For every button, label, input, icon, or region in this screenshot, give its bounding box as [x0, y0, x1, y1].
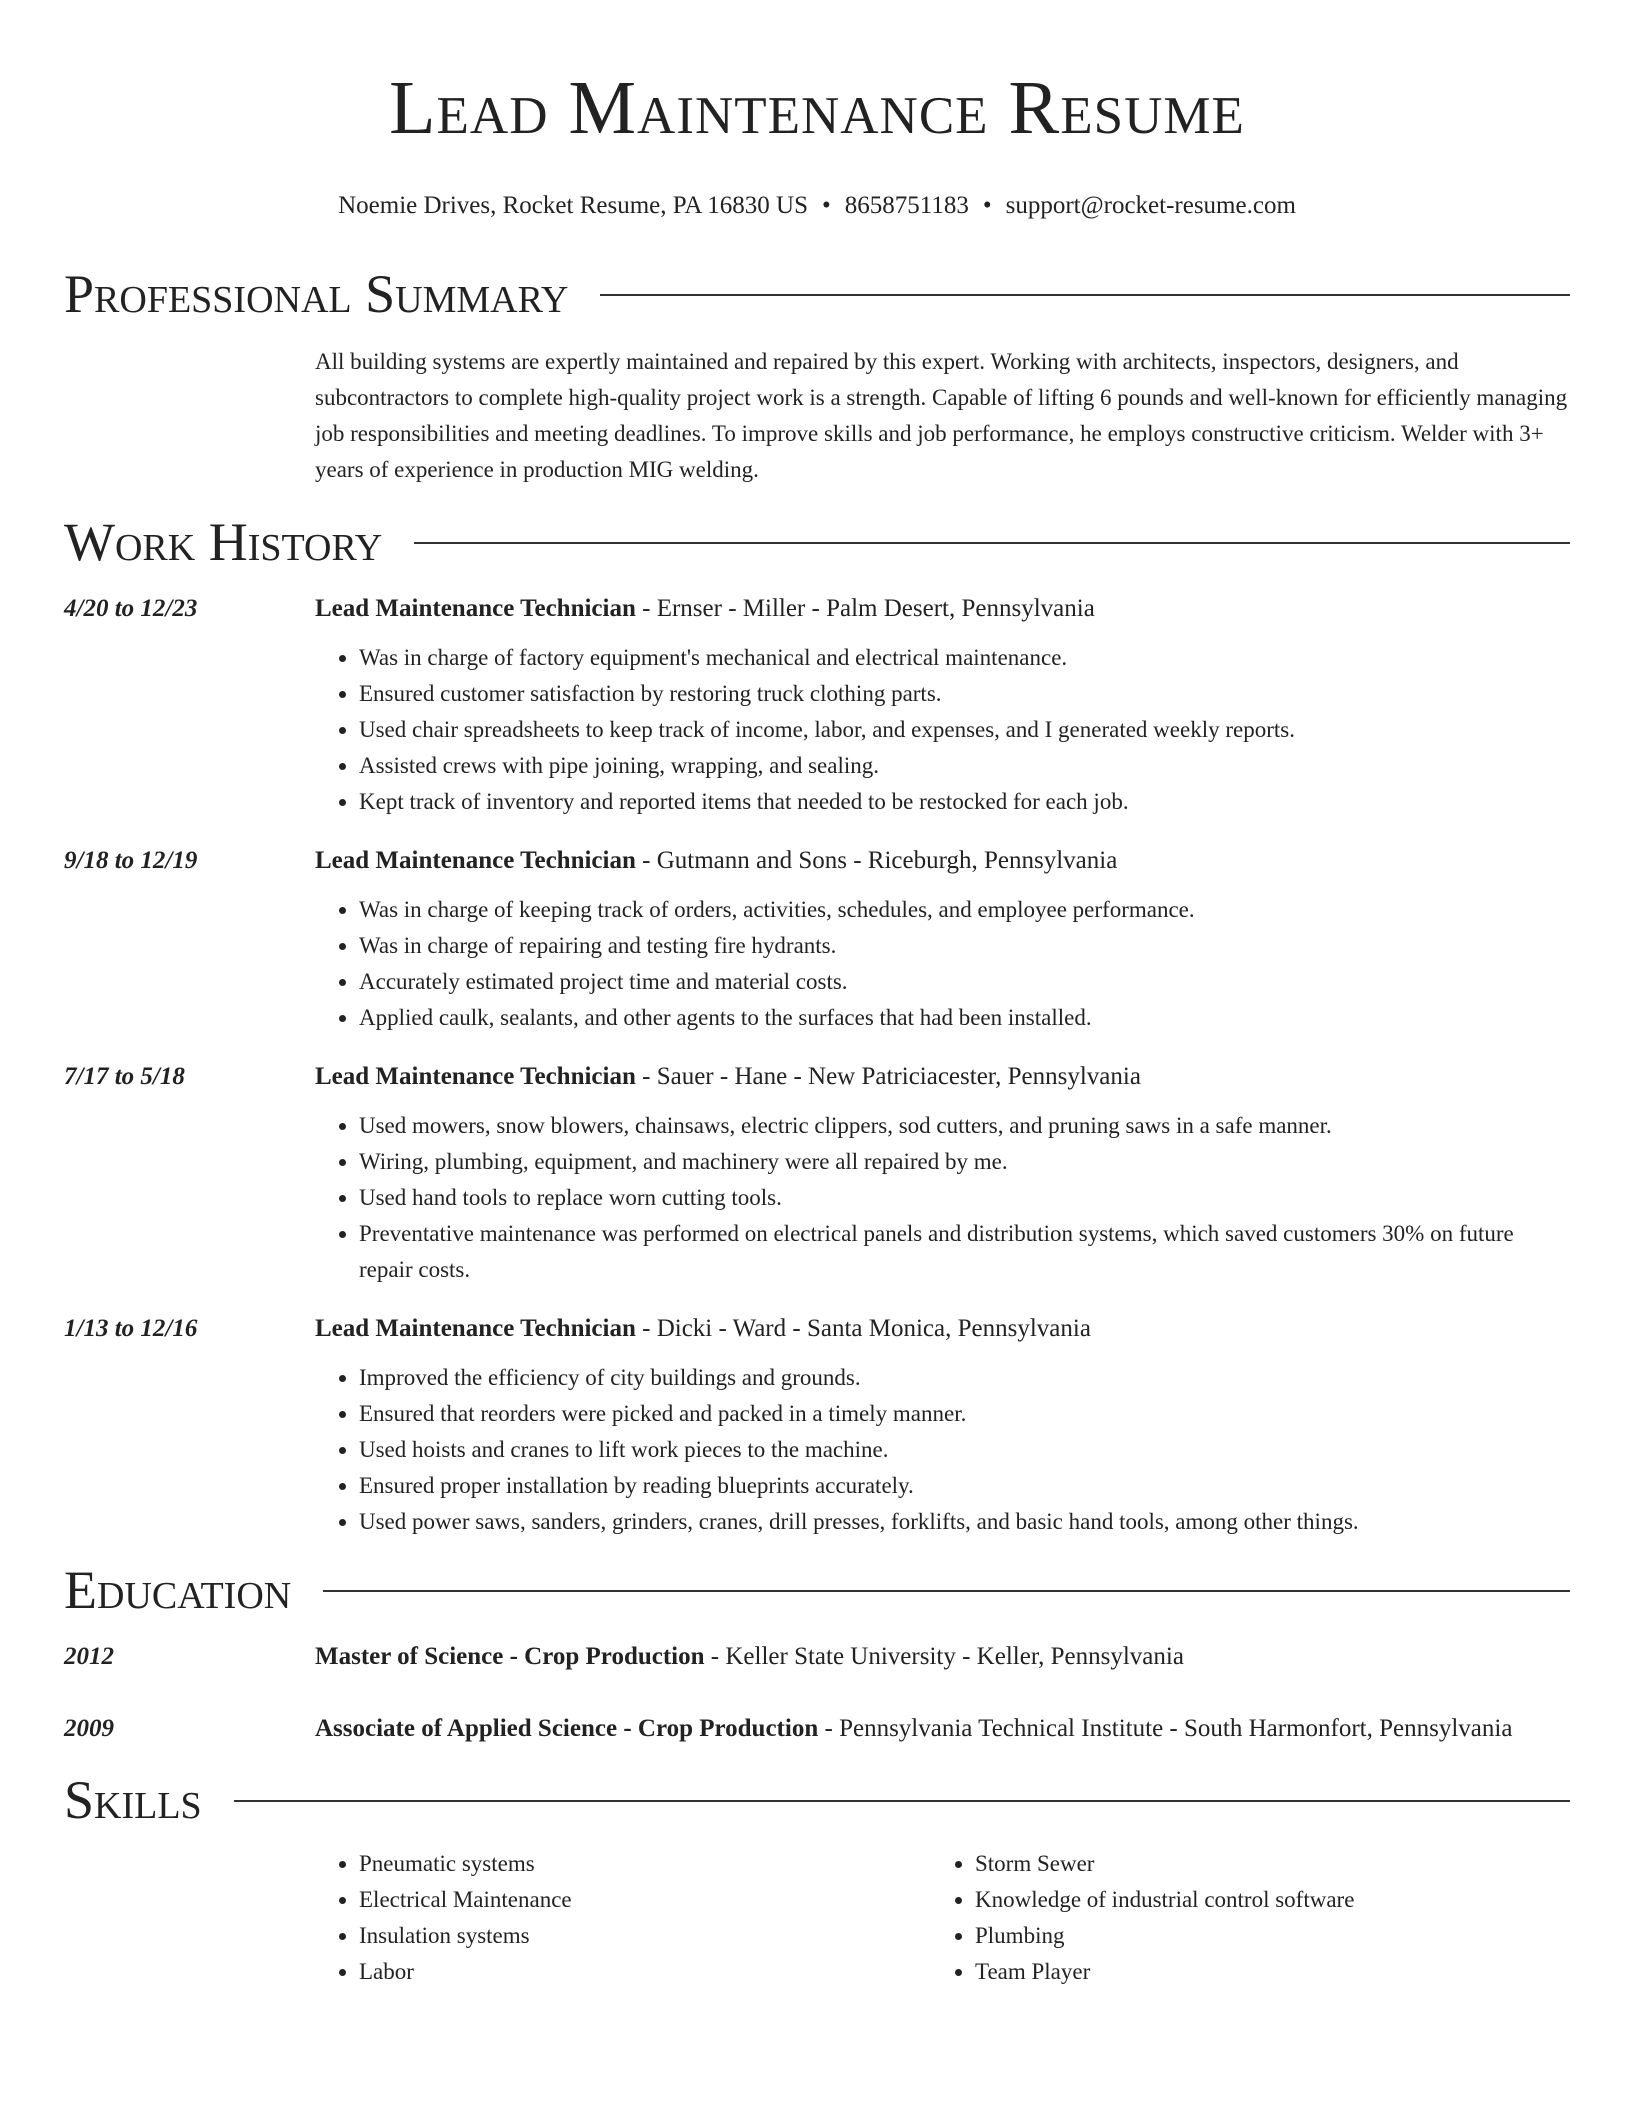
work-section-header	[64, 510, 1570, 574]
section-divider	[600, 294, 1570, 296]
responsibility-item: • Was in charge of factory equipment's mechanical and electrical maintenance.	[359, 640, 1570, 676]
education-details: - Pennsylvania Technical Institute - South Harmonfort, Pennsylvania	[818, 1715, 1513, 1742]
skill-item: • Storm Sewer	[975, 1846, 1547, 1882]
skill-item: • Knowledge of industrial control software	[975, 1882, 1547, 1918]
responsibility-item: • Was in charge of keeping track of orders, activities, schedules, and employee performance.	[359, 892, 1570, 928]
job-title: Lead Maintenance Technician	[315, 1315, 636, 1342]
responsibility-item: • Accurately estimated project time and material costs.	[359, 964, 1570, 1000]
education-section-header	[64, 1558, 1570, 1622]
work-entry	[64, 1310, 1570, 1540]
job-employer-location: - Ernser - Miller - Palm Desert, Pennsylvania	[635, 595, 1095, 622]
job-responsibilities	[315, 1360, 1570, 1540]
work-heading	[315, 842, 1570, 880]
responsibility-item: • Used mowers, snow blowers, chainsaws, electric clippers, sod cutters, and pruning saws in a safe manner.	[359, 1108, 1570, 1144]
responsibility-item: • Preventative maintenance was performed on electrical panels and distribution systems, which saved customers 30% on future repair costs.	[359, 1216, 1570, 1288]
education-heading	[315, 1710, 1570, 1748]
skills-column-left	[315, 1846, 931, 1990]
skills-section-header	[64, 1768, 1570, 1832]
job-responsibilities	[315, 640, 1570, 820]
section-divider	[234, 1800, 1570, 1802]
skill-item: • Insulation systems	[359, 1918, 931, 1954]
work-dates: 4/20 to 12/23	[64, 595, 198, 622]
education-details: - Keller State University - Keller, Pennsylvania	[704, 1643, 1184, 1670]
skill-item: • Team Player	[975, 1954, 1547, 1990]
contact-address: Noemie Drives, Rocket Resume, PA 16830 US	[338, 192, 808, 219]
contact-separator: •	[982, 192, 992, 219]
skills-column-right	[931, 1846, 1547, 1990]
section-divider	[323, 1590, 1570, 1592]
job-employer-location: - Dicki - Ward - Santa Monica, Pennsylvania	[635, 1315, 1091, 1342]
responsibility-item: • Was in charge of repairing and testing fire hydrants.	[359, 928, 1570, 964]
work-entry-body	[315, 1310, 1570, 1540]
work-dates: 7/17 to 5/18	[64, 1063, 185, 1090]
education-degree: Master of Science - Crop Production	[315, 1643, 705, 1670]
work-entry-body	[315, 842, 1570, 1036]
summary-text: All building systems are expertly maintained and repaired by this expert. Working with architects, inspectors, designers, and subcontractors to complete high-quality project work is a strength. Capable of lifting 6 pounds and well-known for efficiently managing job responsibilities and meeting deadlines. To improve skills and job performance, he employs constructive criticism. Welder with 3+ years of experience in production MIG welding.	[315, 349, 1568, 482]
job-title: Lead Maintenance Technician	[315, 847, 636, 874]
skill-item: • Labor	[359, 1954, 931, 1990]
contact-phone: 8658751183	[844, 192, 969, 219]
work-entry-body	[315, 590, 1570, 820]
skills-section-title: Skills	[64, 1770, 202, 1830]
education-section-title: Education	[64, 1560, 292, 1620]
skills-list	[315, 1846, 1570, 1990]
skill-item: • Electrical Maintenance	[359, 1882, 931, 1918]
responsibility-item: • Used power saws, sanders, grinders, cranes, drill presses, forklifts, and basic hand tools, among other things.	[359, 1504, 1570, 1540]
work-entry	[64, 590, 1570, 820]
work-heading	[315, 1058, 1570, 1096]
job-employer-location: - Gutmann and Sons - Riceburgh, Pennsylvania	[635, 847, 1118, 874]
work-entry	[64, 1058, 1570, 1288]
work-heading	[315, 1310, 1570, 1348]
education-year: 2012	[64, 1643, 114, 1670]
work-dates: 9/18 to 12/19	[64, 847, 198, 874]
work-entry	[64, 842, 1570, 1036]
work-entry-body	[315, 1058, 1570, 1288]
skill-item: • Plumbing	[975, 1918, 1547, 1954]
job-responsibilities	[315, 892, 1570, 1036]
summary-section-title: Professional Summary	[64, 264, 569, 324]
education-entry	[64, 1638, 1570, 1676]
responsibility-item: • Applied caulk, sealants, and other agents to the surfaces that had been installed.	[359, 1000, 1570, 1036]
summary-section-header	[64, 262, 1570, 326]
responsibility-item: • Used chair spreadsheets to keep track of income, labor, and expenses, and I generated weekly reports.	[359, 712, 1570, 748]
job-employer-location: - Sauer - Hane - New Patriciacester, Pennsylvania	[635, 1063, 1141, 1090]
responsibility-item: • Improved the efficiency of city buildings and grounds.	[359, 1360, 1570, 1396]
job-title: Lead Maintenance Technician	[315, 595, 636, 622]
education-year: 2009	[64, 1715, 114, 1742]
responsibility-item: • Kept track of inventory and reported items that needed to be restocked for each job.	[359, 784, 1570, 820]
job-responsibilities	[315, 1108, 1570, 1288]
resume-title: Lead Maintenance Resume	[389, 66, 1245, 150]
section-divider	[414, 542, 1570, 544]
skill-item: • Pneumatic systems	[359, 1846, 931, 1882]
responsibility-item: • Ensured proper installation by reading blueprints accurately.	[359, 1468, 1570, 1504]
responsibility-item: • Ensured customer satisfaction by restoring truck clothing parts.	[359, 676, 1570, 712]
contact-line	[64, 190, 1570, 222]
education-heading	[315, 1638, 1570, 1676]
work-section-title: Work History	[64, 512, 383, 572]
work-heading	[315, 590, 1570, 628]
education-degree: Associate of Applied Science - Crop Production	[315, 1715, 819, 1742]
resume-page	[64, 0, 1570, 1990]
responsibility-item: • Wiring, plumbing, equipment, and machinery were all repaired by me.	[359, 1144, 1570, 1180]
responsibility-item: • Used hoists and cranes to lift work pieces to the machine.	[359, 1432, 1570, 1468]
responsibility-item: • Assisted crews with pipe joining, wrapping, and sealing.	[359, 748, 1570, 784]
work-dates: 1/13 to 12/16	[64, 1315, 198, 1342]
education-entry	[64, 1710, 1570, 1748]
contact-email: support@rocket-resume.com	[1005, 192, 1296, 219]
responsibility-item: • Ensured that reorders were picked and packed in a timely manner.	[359, 1396, 1570, 1432]
responsibility-item: • Used hand tools to replace worn cutting tools.	[359, 1180, 1570, 1216]
contact-separator: •	[821, 192, 831, 219]
job-title: Lead Maintenance Technician	[315, 1063, 636, 1090]
work-history-list	[64, 590, 1570, 1540]
